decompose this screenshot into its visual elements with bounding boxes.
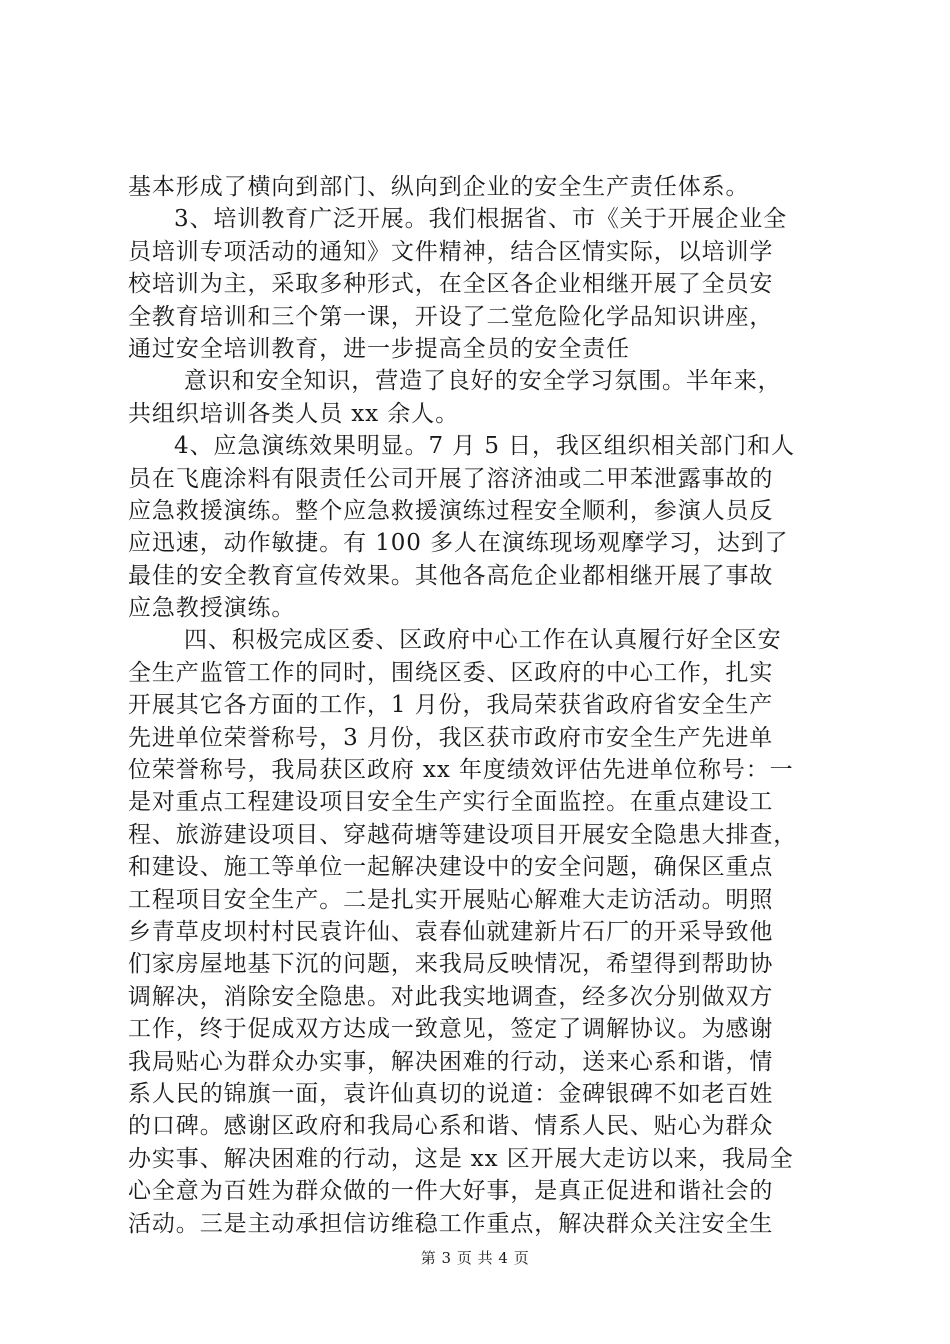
text-line: 应迅速，动作敏捷。有 100 多人在演练现场观摩学习，达到了 xyxy=(128,530,789,557)
body-text xyxy=(128,171,838,1240)
text-line: 校培训为主，采取多种形式，在全区各企业相继开展了全员安 xyxy=(128,271,774,298)
text-line: 应急教授演练。 xyxy=(128,595,296,622)
text-line: 系人民的锦旗一面，袁许仙真切的说道：金碑银碑不如老百姓 xyxy=(128,1080,774,1107)
text-line: 通过安全培训教育，进一步提高全员的安全责任 xyxy=(128,335,630,362)
text-line: 和建设、施工等单位一起解决建设中的安全问题，确保区重点 xyxy=(128,854,774,881)
text-line: 调解决，消除安全隐患。对此我实地调查，经多次分别做双方 xyxy=(128,983,774,1010)
text-line: 最佳的安全教育宣传效果。其他各高危企业都相继开展了事故 xyxy=(128,562,774,589)
text-line: 办实事、解决困难的行动，这是 xx 区开展大走访以来，我局全 xyxy=(128,1145,794,1172)
text-line: 乡青草皮坝村村民袁许仙、袁春仙就建新片石厂的开采导致他 xyxy=(128,918,774,945)
text-line: 员培训专项活动的通知》文件精神，结合区情实际，以培训学 xyxy=(128,238,774,265)
text-line: 我局贴心为群众办实事，解决困难的行动，送来心系和谐，情 xyxy=(128,1048,774,1075)
text-line: 应急救援演练。整个应急救援演练过程安全顺利，参演人员反 xyxy=(128,497,774,524)
text-line: 员在飞鹿涂料有限责任公司开展了溶济油或二甲苯泄露事故的 xyxy=(128,465,774,492)
text-line: 是对重点工程建设项目安全生产实行全面监控。在重点建设工 xyxy=(128,789,774,816)
text-line: 四、积极完成区委、区政府中心工作在认真履行好全区安 xyxy=(184,627,782,654)
text-line: 活动。三是主动承担信访维稳工作重点，解决群众关注安全生 xyxy=(128,1210,774,1237)
text-line: 们家房屋地基下沉的问题，来我局反映情况，希望得到帮助协 xyxy=(128,951,774,978)
text-line: 位荣誉称号，我局获区政府 xx 年度绩效评估先进单位称号：一 xyxy=(128,757,794,784)
text-line: 先进单位荣誉称号，3 月份，我区获市政府市安全生产先进单 xyxy=(128,724,774,751)
text-line: 3、培训教育广泛开展。我们根据省、市《关于开展企业全 xyxy=(174,206,788,233)
text-line: 4、应急演练效果明显。7 月 5 日，我区组织相关部门和人 xyxy=(174,433,795,460)
text-line: 基本形成了横向到部门、纵向到企业的安全生产责任体系。 xyxy=(128,174,750,200)
page-footer: 第 3 页 共 4 页 xyxy=(420,1249,530,1267)
text-line: 工作，终于促成双方达成一致意见，签定了调解协议。为感谢 xyxy=(128,1016,774,1043)
text-line: 共组织培训各类人员 xx 余人。 xyxy=(128,400,459,427)
text-line: 开展其它各方面的工作，1 月份，我局荣获省政府省安全生产 xyxy=(128,692,774,719)
text-line: 心全意为百姓为群众做的一件大好事，是真正促进和谐社会的 xyxy=(128,1178,774,1205)
text-line: 全生产监管工作的同时，围绕区委、区政府的中心工作，扎实 xyxy=(128,659,774,686)
text-line: 全教育培训和三个第一课，开设了二堂危险化学品知识讲座， xyxy=(128,303,774,330)
text-line: 意识和安全知识，营造了良好的安全学习氛围。半年来， xyxy=(184,368,782,395)
text-line: 工程项目安全生产。二是扎实开展贴心解难大走访活动。明照 xyxy=(128,886,774,913)
text-line: 程、旅游建设项目、穿越荷塘等建设项目开展安全隐患大排查， xyxy=(128,821,798,848)
text-line: 的口碑。感谢区政府和我局心系和谐、情系人民、贴心为群众 xyxy=(128,1113,774,1140)
